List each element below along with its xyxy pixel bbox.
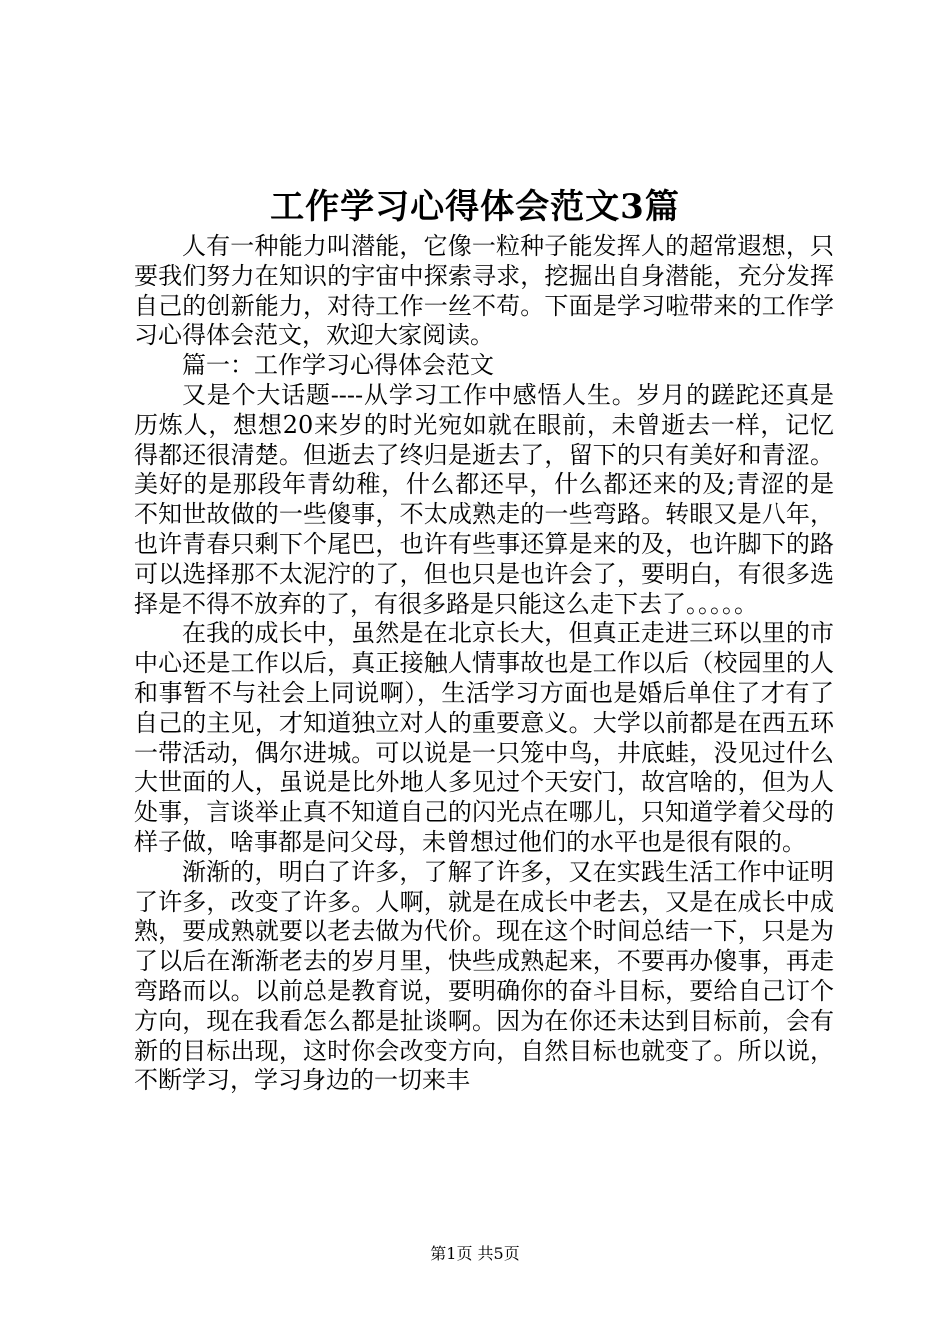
document-title: 工作学习心得体会范文3篇 — [270, 187, 680, 227]
section-heading: 篇一：工作学习心得体会范文 — [182, 351, 494, 380]
paragraph-2: 在我的成长中，虽然是在北京长大，但真正走进三环以里的市中心还是工作以后，真正接触人情事故也是工作以后（校园里的人和事暂不与社会上同说啊），生活学习方面也是婚后单住了才有了自己的主见，才知道独立对人的重要意义。大学以前都是在西五环一带活动，偶尔进城。可以说是一只笼中鸟，井底蛙，没见过什么大世面的人，虽说是比外地人多见过个天安门，故宫啥的，但为人处事，言谈举止真不知道自己的闪光点在哪儿，只知道学着父母的样子做，啥事都是问父母，未曾想过他们的水平也是很有限的。 — [134, 619, 834, 856]
document-body — [134, 232, 834, 1096]
paragraph-intro: 人有一种能力叫潜能，它像一粒种子能发挥人的超常遐想，只要我们努力在知识的宇宙中探索寻求，挖掘出自身潜能，充分发挥自己的创新能力，对待工作一丝不苟。下面是学习啦带来的工作学习心得体会范文，欢迎大家阅读。 — [134, 232, 834, 350]
page-footer: 第1页 共5页 — [430, 1244, 520, 1263]
paragraph-1: 又是个大话题----从学习工作中感悟人生。岁月的蹉跎还真是历炼人，想想20来岁的时光宛如就在眼前，未曾逝去一样，记忆得都还很清楚。但逝去了终归是逝去了，留下的只有美好和青涩。美好的是那段年青幼稚，什么都还早，什么都还来的及;青涩的是不知世故做的一些傻事，不太成熟走的一些弯路。转眼又是八年，也许青春只剩下个尾巴，也许有些事还算是来的及，也许脚下的路可以选择那不太泥泞的了，但也只是也许会了，要明白，有很多选择是不得不放弃的了，有很多路是只能这么走下去了。。。。。 — [134, 380, 834, 618]
paragraph-3: 渐渐的，明白了许多，了解了许多，又在实践生活工作中证明了许多，改变了许多。人啊，就是在成长中老去，又是在成长中成熟，要成熟就要以老去做为代价。现在这个时间总结一下，只是为了以后在渐渐老去的岁月里，快些成熟起来，不要再办傻事，再走弯路而以。以前总是教育说，要明确你的奋斗目标，要给自己订个方向，现在我看怎么都是扯谈啊。因为在你还未达到目标前，会有新的目标出现，这时你会改变方向，自然目标也就变了。所以说，不断学习，学习身边的一切来丰 — [134, 857, 834, 1095]
